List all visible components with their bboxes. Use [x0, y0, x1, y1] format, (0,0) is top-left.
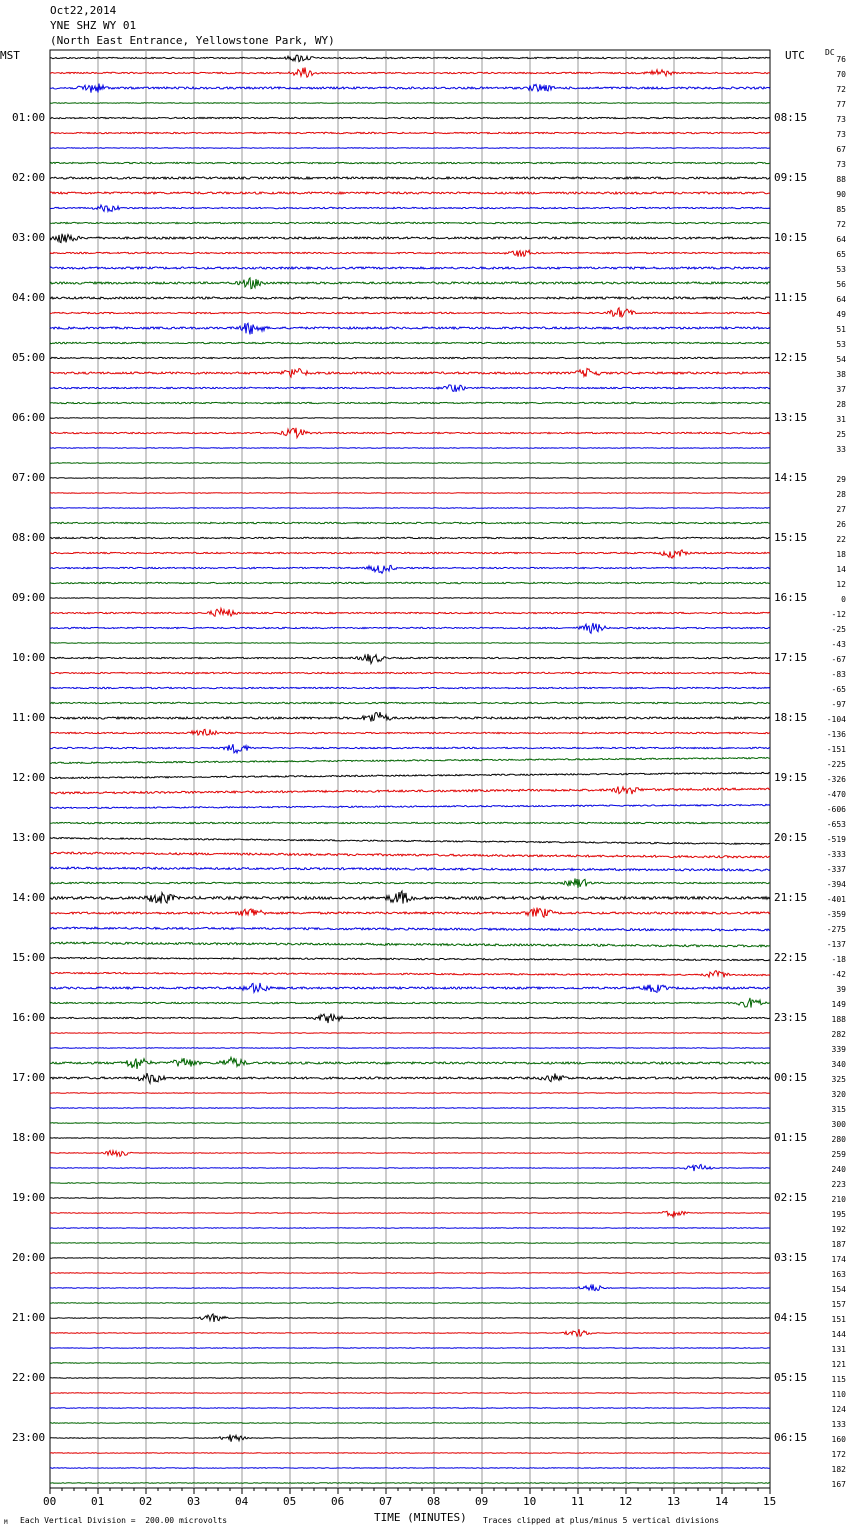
trace-line [50, 117, 770, 118]
dc-offset-label: -326 [826, 775, 846, 784]
dc-offset-label: 28 [836, 400, 846, 409]
dc-offset-label: 51 [836, 325, 846, 334]
dc-offset-label: -42 [831, 970, 846, 979]
dc-offset-label: 151 [831, 1315, 846, 1324]
trace-line [50, 598, 770, 599]
left-hour-label: 13:00 [12, 831, 46, 844]
trace-line [50, 478, 770, 479]
dc-offset-label: 73 [836, 160, 846, 169]
dc-offset-label: -67 [831, 655, 846, 664]
left-hour-label: 11:00 [12, 711, 46, 724]
left-hour-label: 14:00 [12, 891, 46, 904]
dc-offset-label: -18 [831, 955, 846, 964]
trace-line [50, 942, 770, 947]
dc-offset-label: -359 [826, 910, 846, 919]
dc-offset-label: 29 [836, 475, 846, 484]
dc-offset-label: -394 [826, 880, 846, 889]
trace-line [50, 582, 770, 583]
dc-offset-label: 90 [836, 190, 846, 199]
trace-line [50, 623, 770, 633]
dc-offset-label: 26 [836, 520, 846, 529]
trace-line [50, 1211, 770, 1217]
dc-offset-label: -43 [831, 640, 846, 649]
dc-offset-label: 76 [836, 55, 846, 64]
trace-line [50, 1393, 770, 1394]
trace-line [50, 1423, 770, 1424]
dc-offset-label: -97 [831, 700, 846, 709]
trace-line [50, 278, 770, 289]
dc-offset-label: -337 [826, 865, 846, 874]
left-hour-label: 10:00 [12, 651, 46, 664]
chart-date: Oct22,2014 [50, 4, 117, 17]
left-hour-label: 19:00 [12, 1191, 46, 1204]
trace-line [50, 1048, 770, 1049]
dc-offset-label: 115 [831, 1375, 846, 1384]
trace-line [50, 1453, 770, 1454]
trace-line [50, 1138, 770, 1139]
dc-offset-label: 77 [836, 100, 846, 109]
dc-label: DC [825, 48, 835, 57]
dc-offset-label: 223 [831, 1180, 846, 1189]
x-tick-label: 13 [667, 1495, 681, 1508]
dc-offset-label: 280 [831, 1135, 846, 1144]
trace-line [50, 867, 770, 871]
right-hour-label: 10:15 [774, 231, 808, 244]
dc-offset-label: 70 [836, 70, 846, 79]
trace-line [50, 1108, 770, 1109]
dc-offset-label: -275 [826, 925, 846, 934]
right-hour-label: 23:15 [774, 1011, 808, 1024]
left-hour-label: 20:00 [12, 1251, 46, 1264]
right-hour-label: 22:15 [774, 951, 808, 964]
right-hour-label: 17:15 [774, 651, 808, 664]
left-hour-label: 08:00 [12, 531, 46, 544]
dc-offset-label: 163 [831, 1270, 846, 1279]
left-hour-label: 03:00 [12, 231, 46, 244]
right-hour-label: 01:15 [774, 1131, 808, 1144]
trace-line [50, 822, 770, 823]
dc-offset-label: 49 [836, 310, 846, 319]
trace-line [50, 1435, 770, 1442]
right-hour-label: 03:15 [774, 1251, 808, 1264]
dc-offset-label: 259 [831, 1150, 846, 1159]
left-hour-label: 21:00 [12, 1311, 46, 1324]
trace-line [50, 537, 770, 538]
dc-offset-label: 28 [836, 490, 846, 499]
left-axis-label: MST [0, 49, 20, 62]
right-hour-label: 02:15 [774, 1191, 808, 1204]
dc-offset-label: 133 [831, 1420, 846, 1429]
right-hour-label: 09:15 [774, 171, 808, 184]
trace-line [50, 234, 770, 243]
corner-mark: M [4, 1519, 8, 1526]
dc-offset-label: -401 [826, 895, 846, 904]
dc-offset-label: 160 [831, 1435, 846, 1444]
x-tick-label: 12 [619, 1495, 633, 1508]
dc-offset-label: 167 [831, 1480, 846, 1489]
dc-offset-label: -470 [826, 790, 846, 799]
dc-offset-label: 195 [831, 1210, 846, 1219]
dc-offset-label: -606 [826, 805, 846, 814]
right-hour-label: 18:15 [774, 711, 808, 724]
trace-line [50, 852, 770, 858]
dc-offset-label: 38 [836, 370, 846, 379]
dc-offset-label: -136 [826, 730, 846, 739]
chart-station: YNE SHZ WY 01 [50, 19, 137, 32]
trace-line [50, 1183, 770, 1184]
trace-line [50, 508, 770, 509]
trace-line [50, 1243, 770, 1244]
dc-offset-label: 325 [831, 1075, 846, 1084]
trace-line [50, 550, 770, 558]
dc-offset-label: -104 [826, 715, 846, 724]
dc-offset-label: 25 [836, 430, 846, 439]
right-hour-label: 21:15 [774, 891, 808, 904]
dc-offset-label: 64 [836, 235, 846, 244]
dc-offset-label: -151 [826, 745, 846, 754]
dc-offset-label: 73 [836, 130, 846, 139]
trace-line [50, 927, 770, 931]
trace-line [50, 837, 770, 844]
dc-offset-label: 39 [836, 985, 846, 994]
trace-line [50, 369, 770, 378]
dc-offset-label: 18 [836, 550, 846, 559]
dc-offset-label: 14 [836, 565, 846, 574]
trace-line [50, 787, 770, 795]
trace-line [50, 1329, 770, 1336]
dc-offset-label: 188 [831, 1015, 846, 1024]
trace-line [50, 804, 770, 808]
left-hour-label: 16:00 [12, 1011, 46, 1024]
dc-offset-label: 144 [831, 1330, 846, 1339]
trace-line [50, 1057, 770, 1069]
trace-line [50, 712, 770, 721]
dc-offset-label: 65 [836, 250, 846, 259]
left-hour-label: 12:00 [12, 771, 46, 784]
x-tick-label: 11 [571, 1495, 585, 1508]
dc-offset-label: 121 [831, 1360, 846, 1369]
dc-offset-label: -83 [831, 670, 846, 679]
dc-offset-label: 73 [836, 115, 846, 124]
dc-offset-label: 64 [836, 295, 846, 304]
trace-line [50, 448, 770, 449]
dc-offset-label: 192 [831, 1225, 846, 1234]
left-hour-label: 04:00 [12, 291, 46, 304]
trace-line [50, 67, 770, 77]
dc-offset-label: 210 [831, 1195, 846, 1204]
dc-offset-label: 88 [836, 175, 846, 184]
dc-offset-label: 339 [831, 1045, 846, 1054]
x-tick-label: 09 [475, 1495, 489, 1508]
dc-offset-label: 53 [836, 265, 846, 274]
dc-offset-label: 157 [831, 1300, 846, 1309]
dc-offset-label: 12 [836, 580, 846, 589]
trace-line [50, 205, 770, 211]
trace-line [50, 342, 770, 343]
trace-line [50, 222, 770, 223]
trace-line [50, 1228, 770, 1229]
trace-line [50, 55, 770, 62]
dc-offset-label: 56 [836, 280, 846, 289]
trace-line [50, 1483, 770, 1484]
x-tick-label: 01 [91, 1495, 105, 1508]
trace-line [50, 418, 770, 419]
trace-line [50, 1378, 770, 1379]
right-hour-label: 13:15 [774, 411, 808, 424]
x-tick-label: 08 [427, 1495, 441, 1508]
dc-offset-label: -25 [831, 625, 846, 634]
trace-line [50, 162, 770, 163]
dc-offset-label: 300 [831, 1120, 846, 1129]
dc-offset-label: 282 [831, 1030, 846, 1039]
trace-line [50, 729, 770, 735]
dc-offset-label: -12 [831, 610, 846, 619]
dc-offset-label: 31 [836, 415, 846, 424]
left-hour-label: 15:00 [12, 951, 46, 964]
left-hour-label: 22:00 [12, 1371, 46, 1384]
dc-offset-label: -65 [831, 685, 846, 694]
x-tick-label: 06 [331, 1495, 345, 1508]
trace-line [50, 1348, 770, 1349]
trace-line [50, 1165, 770, 1172]
x-tick-label: 10 [523, 1495, 537, 1508]
x-tick-label: 14 [715, 1495, 729, 1508]
trace-line [50, 971, 770, 978]
trace-line [50, 891, 770, 904]
x-tick-label: 15 [763, 1495, 777, 1508]
trace-line [50, 250, 770, 256]
right-hour-label: 20:15 [774, 831, 808, 844]
trace-line [50, 177, 770, 179]
left-hour-label: 01:00 [12, 111, 46, 124]
dc-offset-label: -137 [826, 940, 846, 949]
dc-offset-label: 340 [831, 1060, 846, 1069]
trace-line [50, 308, 770, 317]
trace-line [50, 908, 770, 918]
trace-line [50, 879, 770, 889]
right-hour-label: 16:15 [774, 591, 808, 604]
x-tick-label: 04 [235, 1495, 249, 1508]
dc-offset-label: -653 [826, 820, 846, 829]
trace-line [50, 1273, 770, 1274]
trace-line [50, 1198, 770, 1199]
x-axis-title: TIME (MINUTES) [374, 1511, 467, 1524]
dc-offset-label: 67 [836, 145, 846, 154]
left-hour-label: 02:00 [12, 171, 46, 184]
trace-line [50, 757, 770, 763]
trace-line [50, 772, 770, 778]
trace-line [50, 744, 770, 753]
trace-line [50, 1363, 770, 1364]
trace-line [50, 1314, 770, 1322]
trace-line [50, 1408, 770, 1409]
right-hour-label: 06:15 [774, 1431, 808, 1444]
trace-line [50, 103, 770, 104]
trace-line [50, 1468, 770, 1469]
trace-line [50, 983, 770, 992]
dc-offset-label: 240 [831, 1165, 846, 1174]
dc-offset-label: 110 [831, 1390, 846, 1399]
dc-offset-label: 182 [831, 1465, 846, 1474]
dc-offset-label: 187 [831, 1240, 846, 1249]
plot-frame [50, 50, 770, 1488]
dc-offset-label: 72 [836, 220, 846, 229]
trace-line [50, 192, 770, 194]
trace-line [50, 1258, 770, 1259]
trace-line [50, 402, 770, 403]
dc-offset-label: 33 [836, 445, 846, 454]
dc-offset-label: 72 [836, 85, 846, 94]
dc-offset-label: 149 [831, 1000, 846, 1009]
trace-line [50, 1033, 770, 1034]
dc-offset-label: 315 [831, 1105, 846, 1114]
dc-offset-label: 154 [831, 1285, 846, 1294]
right-hour-label: 08:15 [774, 111, 808, 124]
left-hour-label: 23:00 [12, 1431, 46, 1444]
trace-line [50, 323, 770, 334]
trace-line [50, 267, 770, 269]
trace-line [50, 672, 770, 673]
left-hour-label: 07:00 [12, 471, 46, 484]
trace-line [50, 522, 770, 523]
trace-line [50, 148, 770, 149]
trace-line [50, 84, 770, 93]
trace-line [50, 493, 770, 494]
trace-line [50, 132, 770, 133]
x-tick-label: 03 [187, 1495, 201, 1508]
left-hour-label: 05:00 [12, 351, 46, 364]
left-hour-label: 18:00 [12, 1131, 46, 1144]
scale-note: Each Vertical Division = 200.00 microvolts [20, 1516, 228, 1525]
trace-line [50, 1303, 770, 1304]
right-hour-label: 19:15 [774, 771, 808, 784]
chart-location: (North East Entrance, Yellowstone Park, WY) [50, 34, 335, 47]
dc-offset-label: 0 [841, 595, 846, 604]
trace-line [50, 1014, 770, 1024]
x-tick-label: 07 [379, 1495, 393, 1508]
dc-offset-label: 22 [836, 535, 846, 544]
right-axis-label: UTC [785, 49, 805, 62]
trace-line [50, 297, 770, 299]
dc-offset-label: -225 [826, 760, 846, 769]
dc-offset-label: 131 [831, 1345, 846, 1354]
dc-offset-label: 124 [831, 1405, 846, 1414]
trace-line [50, 998, 770, 1008]
dc-offset-label: -333 [826, 850, 846, 859]
trace-line [50, 1123, 770, 1124]
dc-offset-label: 174 [831, 1255, 846, 1264]
right-hour-label: 11:15 [774, 291, 808, 304]
trace-line [50, 428, 770, 438]
dc-offset-label: 37 [836, 385, 846, 394]
left-hour-label: 06:00 [12, 411, 46, 424]
trace-line [50, 463, 770, 464]
right-hour-label: 04:15 [774, 1311, 808, 1324]
right-hour-label: 12:15 [774, 351, 808, 364]
trace-line [50, 1284, 770, 1290]
dc-offset-label: 172 [831, 1450, 846, 1459]
dc-offset-label: 320 [831, 1090, 846, 1099]
clip-note: Traces clipped at plus/minus 5 vertical divisions [483, 1516, 720, 1525]
trace-line [50, 654, 770, 664]
dc-offset-label: 54 [836, 355, 846, 364]
trace-line [50, 702, 770, 703]
right-hour-label: 05:15 [774, 1371, 808, 1384]
right-hour-label: 00:15 [774, 1071, 808, 1084]
right-hour-label: 15:15 [774, 531, 808, 544]
left-hour-label: 17:00 [12, 1071, 46, 1084]
trace-line [50, 1073, 770, 1083]
trace-line [50, 687, 770, 688]
x-tick-label: 05 [283, 1495, 297, 1508]
dc-offset-label: 85 [836, 205, 846, 214]
trace-line [50, 357, 770, 358]
trace-line [50, 643, 770, 644]
x-tick-label: 00 [43, 1495, 57, 1508]
trace-line [50, 1093, 770, 1094]
trace-line [50, 385, 770, 392]
x-tick-label: 02 [139, 1495, 153, 1508]
dc-offset-label: -519 [826, 835, 846, 844]
trace-line [50, 608, 770, 616]
dc-offset-label: 27 [836, 505, 846, 514]
right-hour-label: 14:15 [774, 471, 808, 484]
trace-line [50, 957, 770, 960]
left-hour-label: 09:00 [12, 591, 46, 604]
trace-line [50, 565, 770, 573]
trace-line [50, 1151, 770, 1157]
dc-offset-label: 53 [836, 340, 846, 349]
